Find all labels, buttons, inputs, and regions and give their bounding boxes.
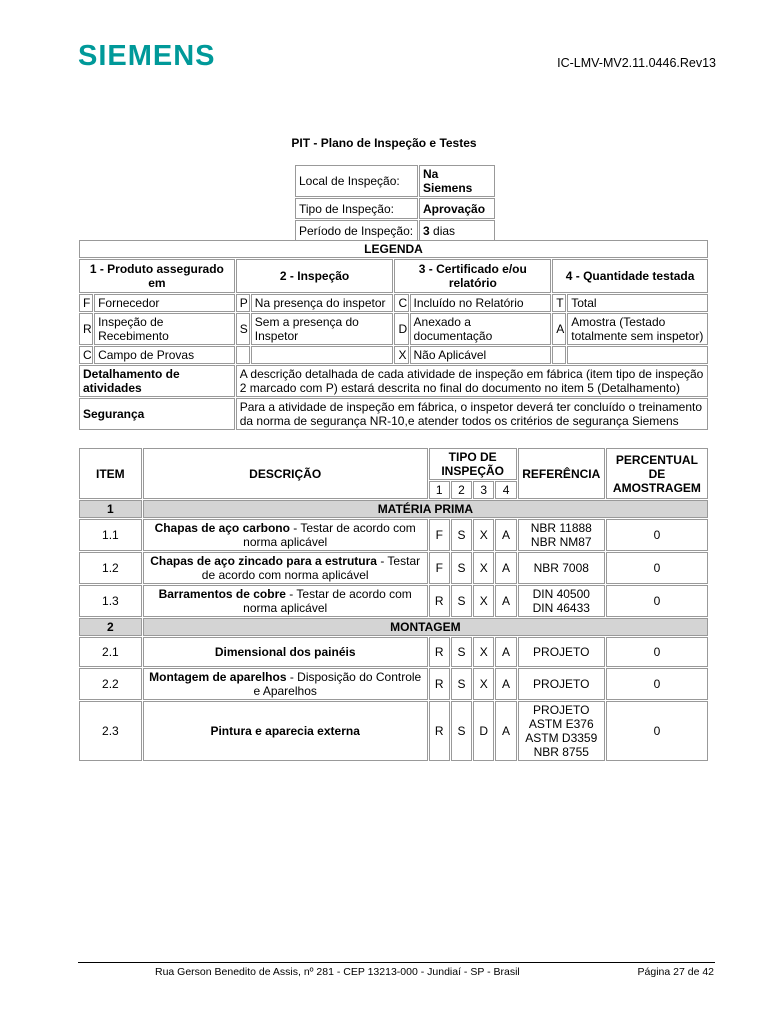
percentual-cell: 0: [606, 552, 708, 584]
reference-cell: [518, 701, 605, 761]
legend-desc: [251, 346, 394, 364]
header-sub: 3: [473, 481, 494, 499]
item-description: [143, 668, 428, 700]
legend-code: X: [394, 346, 408, 364]
legend-code: P: [236, 294, 250, 312]
inspection-info-table: [294, 164, 496, 242]
section-row: [79, 500, 708, 518]
reference-line: PROJETO: [533, 703, 590, 717]
legend-desc: Não Aplicável: [410, 346, 552, 364]
percentual-cell: 0: [606, 585, 708, 617]
item-description: [143, 585, 428, 617]
inspection-type-cell: S: [451, 585, 472, 617]
legend-header: 2 - Inspeção: [236, 259, 394, 293]
reference-line: PROJETO: [533, 645, 590, 659]
table-row: [79, 519, 708, 551]
local-value: Na Siemens: [419, 165, 495, 197]
header-percentual: PERCENTUAL DE AMOSTRAGEM: [606, 448, 708, 499]
reference-line: DIN 46433: [532, 601, 590, 615]
inspection-type-cell: A: [495, 519, 516, 551]
header-referencia: REFERÊNCIA: [518, 448, 605, 499]
table-row: [79, 701, 708, 761]
legend-desc: Total: [567, 294, 708, 312]
legend-desc: Incluído no Relatório: [410, 294, 552, 312]
section-row: [79, 618, 708, 636]
inspection-type-cell: A: [495, 668, 516, 700]
page-number: Página 27 de 42: [637, 966, 714, 978]
inspection-plan-table: [78, 447, 709, 762]
detalhamento-label: Detalhamento de atividades: [79, 365, 235, 397]
section-number: 1: [79, 500, 142, 518]
inspection-type-cell: X: [473, 552, 494, 584]
header-tipo: TIPO DE INSPEÇÃO: [429, 448, 517, 480]
description-bold: Montagem de aparelhos: [149, 670, 287, 684]
section-name: MATÉRIA PRIMA: [143, 500, 708, 518]
reference-line: DIN 40500: [532, 587, 590, 601]
legend-header: 3 - Certificado e/ou relatório: [394, 259, 551, 293]
periodo-label: Período de Inspeção:: [295, 220, 418, 241]
reference-cell: [518, 585, 605, 617]
inspection-type-cell: A: [495, 552, 516, 584]
reference-line: NBR 11888: [530, 521, 592, 535]
inspection-type-cell: X: [473, 637, 494, 667]
section-number: 2: [79, 618, 142, 636]
reference-cell: [518, 668, 605, 700]
legend-header: 1 - Produto assegurado em: [79, 259, 235, 293]
legend-code: T: [552, 294, 566, 312]
percentual-cell: 0: [606, 668, 708, 700]
siemens-logo: SIEMENS: [78, 40, 216, 72]
legend-code: R: [79, 313, 93, 345]
header-sub: 4: [495, 481, 516, 499]
inspection-type-cell: S: [451, 519, 472, 551]
legend-code: A: [552, 313, 566, 345]
legend-desc: Anexado a documentação: [410, 313, 552, 345]
description-bold: Pintura e aparecia externa: [210, 724, 360, 738]
inspection-type-cell: X: [473, 668, 494, 700]
table-row: [79, 637, 708, 667]
tipo-value: Aprovação: [419, 198, 495, 219]
legend-header: 4 - Quantidade testada: [552, 259, 708, 293]
legend-desc: Sem a presença do Inspetor: [251, 313, 394, 345]
legend-desc: Campo de Provas: [94, 346, 235, 364]
inspection-type-cell: D: [473, 701, 494, 761]
reference-line: NBR 7008: [533, 561, 589, 575]
description-bold: Chapas de aço zincado para a estrutura: [150, 554, 377, 568]
description-text: - Testar de acordo com norma aplicável: [243, 587, 412, 615]
reference-line: ASTM D3359: [525, 731, 598, 745]
item-number: 1.2: [79, 552, 142, 584]
description-bold: Chapas de aço carbono: [154, 521, 290, 535]
header-item: ITEM: [79, 448, 142, 499]
legend-code: [236, 346, 250, 364]
legend-desc: Fornecedor: [94, 294, 235, 312]
table-row: [79, 552, 708, 584]
item-description: [143, 701, 428, 761]
inspection-type-cell: F: [429, 519, 450, 551]
seguranca-label: Segurança: [79, 398, 235, 430]
legend-desc: Na presença do inspetor: [251, 294, 394, 312]
legend-code: C: [394, 294, 408, 312]
description-text: - Disposição do Controle e Aparelhos: [253, 670, 422, 698]
description-text: - Testar de acordo com norma aplicável: [243, 521, 416, 549]
periodo-value: [419, 220, 495, 241]
percentual-cell: 0: [606, 519, 708, 551]
inspection-type-cell: S: [451, 668, 472, 700]
legend-code: C: [79, 346, 93, 364]
inspection-type-cell: A: [495, 701, 516, 761]
tipo-label: Tipo de Inspeção:: [295, 198, 418, 219]
reference-cell: [518, 519, 605, 551]
percentual-cell: 0: [606, 637, 708, 667]
header-sub: 2: [451, 481, 472, 499]
header-sub: 1: [429, 481, 450, 499]
inspection-type-cell: F: [429, 552, 450, 584]
inspection-type-cell: S: [451, 552, 472, 584]
inspection-type-cell: R: [429, 668, 450, 700]
legend-desc: Inspeção de Recebimento: [94, 313, 235, 345]
reference-line: PROJETO: [533, 677, 590, 691]
inspection-plan-body: [79, 500, 708, 761]
item-number: 2.1: [79, 637, 142, 667]
periodo-unit: dias: [429, 223, 456, 238]
legend-table: [78, 239, 709, 431]
reference-line: NBR 8755: [533, 745, 589, 759]
item-number: 2.3: [79, 701, 142, 761]
item-number: 2.2: [79, 668, 142, 700]
header-descricao: DESCRIÇÃO: [143, 448, 428, 499]
table-row: [79, 585, 708, 617]
item-number: 1.3: [79, 585, 142, 617]
inspection-type-cell: R: [429, 637, 450, 667]
legend-code: [552, 346, 566, 364]
inspection-type-cell: S: [451, 637, 472, 667]
table-row: [79, 668, 708, 700]
legend-desc: [567, 346, 708, 364]
inspection-type-cell: X: [473, 519, 494, 551]
section-name: MONTAGEM: [143, 618, 708, 636]
inspection-type-cell: A: [495, 585, 516, 617]
seguranca-text: Para a atividade de inspeção em fábrica, o inspetor deverá ter concluído o treinamento da norma de segurança NR-10,e atender todos os critérios de segurança Siemens: [236, 398, 708, 430]
detalhamento-text: A descrição detalhada de cada atividade de inspeção em fábrica (item tipo de inspeção 2 marcado com P) estará descrita no final do documento no item 5 (Detalhamento): [236, 365, 708, 397]
percentual-cell: 0: [606, 701, 708, 761]
document-reference: IC-LMV-MV2.11.0446.Rev13: [557, 56, 716, 70]
inspection-type-cell: R: [429, 585, 450, 617]
item-description: [143, 637, 428, 667]
local-label: Local de Inspeção:: [295, 165, 418, 197]
description-bold: Dimensional dos painéis: [214, 645, 356, 659]
reference-line: ASTM E376: [528, 717, 594, 731]
description-text: - Testar de acordo com norma aplicável: [201, 554, 421, 582]
legend-desc: Amostra (Testado totalmente sem inspetor): [567, 313, 708, 345]
legend-code: D: [394, 313, 408, 345]
footer-divider: [78, 962, 715, 963]
inspection-type-cell: A: [495, 637, 516, 667]
inspection-type-cell: R: [429, 701, 450, 761]
reference-cell: [518, 637, 605, 667]
page-title: PIT - Plano de Inspeção e Testes: [291, 136, 477, 150]
legend-code: S: [236, 313, 250, 345]
item-number: 1.1: [79, 519, 142, 551]
item-description: [143, 519, 428, 551]
legend-code: F: [79, 294, 93, 312]
legend-title: LEGENDA: [79, 240, 708, 258]
inspection-type-cell: X: [473, 585, 494, 617]
inspection-type-cell: S: [451, 701, 472, 761]
reference-cell: [518, 552, 605, 584]
periodo-num: 3: [423, 223, 430, 238]
footer-address: Rua Gerson Benedito de Assis, nº 281 - CEP 13213-000 - Jundiaí - SP - Brasil: [155, 966, 520, 978]
description-bold: Barramentos de cobre: [158, 587, 286, 601]
reference-line: NBR NM87: [530, 535, 592, 549]
item-description: [143, 552, 428, 584]
